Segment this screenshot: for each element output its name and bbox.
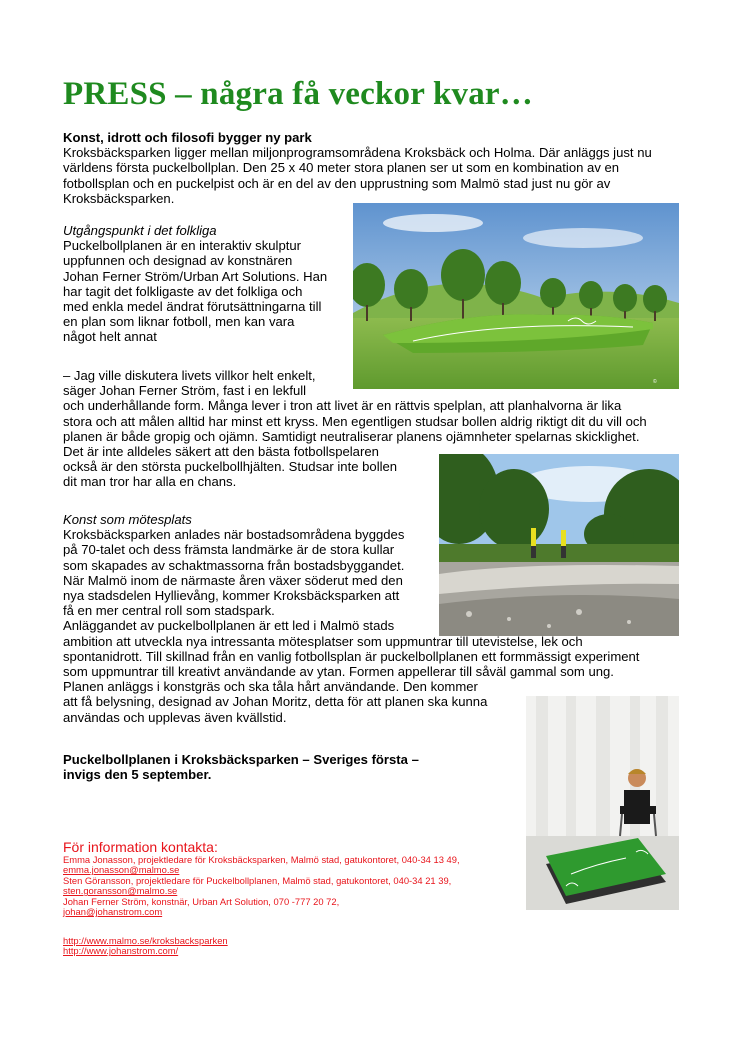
section2-line: Anläggandet av puckelbollplanen är ett led i Malmö stads xyxy=(63,618,395,634)
intro-line: fotbollsplan och en puckelpist och är en del av den upprustning som Malmö stad just nu gör av xyxy=(63,175,611,191)
contact-section xyxy=(63,840,460,917)
contact-line: Sten Göransson, projektledare för Puckelbollplanen, Malmö stad, gatukontoret, 040-34 21 39, xyxy=(63,874,452,886)
artist-model-image xyxy=(526,696,679,910)
page-title: PRESS – några få veckor kvar… xyxy=(63,76,533,112)
intro-line: världens första puckelbollplan. Den 25 x 40 meter stora planen ser ut som en kombination av en xyxy=(63,160,620,176)
intro-section xyxy=(63,130,652,206)
quote-line: och underhållande form. Många lever i tron att livet är en rättvis spelplan, att planhalvorna är lika xyxy=(63,398,622,414)
section2-line: få en mer central roll som stadspark. xyxy=(63,603,275,619)
section2-subheading: Konst som mötesplats xyxy=(63,512,192,527)
section2-line: som skapades av schaktmassorna från bostadsbyggandet. xyxy=(63,557,405,573)
section2-line: Kroksbäcksparken anlades när bostadsområdena byggdes xyxy=(63,527,405,543)
contact-line: Johan Ferner Ström, konstnär, Urban Art Solution, 070 -777 20 72, xyxy=(63,895,340,907)
intro-line: Kroksbäcksparken ligger mellan miljonprogramsområdena Kroksbäck och Holma. Där anläggs just nu xyxy=(63,145,652,161)
links-section xyxy=(63,936,228,957)
quote-line: stora och att målen alltid har minst ett kryss. Men egentligen studsar bollen aldrig riktigt dit du vill och xyxy=(63,413,647,429)
svg-text:©: © xyxy=(653,379,657,385)
announcement-line: Puckelbollplanen i Kroksbäcksparken – Sveriges första – xyxy=(63,752,419,767)
quote-line: säger Johan Ferner Ström, fast i en lekfull xyxy=(63,383,307,399)
section2-line: på 70-talet och dess främsta landmärke är de stora kullar xyxy=(63,542,395,558)
quote-line: planen är både gropig och ojämn. Samtidigt neutraliserar planens ojämnheter spelarnas skicklighet. xyxy=(63,428,640,444)
section1-line: en plan som liknar fotboll, men kan vara xyxy=(63,314,295,330)
section1-subheading: Utgångspunkt i det folkliga xyxy=(63,223,217,238)
section2-line: att få belysning, designad av Johan Moritz, detta för att planen ska kunna xyxy=(63,694,488,710)
section2-line: ambition att utveckla nya intressanta mötesplatser som uppmuntrar till utevistelse, lek och xyxy=(63,633,583,649)
quote-line: också är den största puckelbollhjälten. Studsar inte bollen xyxy=(63,459,398,475)
contact-line: Emma Jonasson, projektledare för Kroksbäcksparken, Malmö stad, gatukontoret, 040-34 13 49, xyxy=(63,854,460,865)
section-meeting-place xyxy=(63,512,639,725)
website-link[interactable]: http://www.johanstrom.com/ xyxy=(63,945,179,957)
section1-line: med enkla medel ändrat förutsättningarna till xyxy=(63,299,322,315)
section2-line: användas och upplevas även kvällstid. xyxy=(63,709,287,725)
section2-line: nya stadsdelen Hyllievång, kommer Kroksbäcksparken att xyxy=(63,588,400,604)
quote-line: Det är inte alldeles säkert att den bästa fotbollspelaren xyxy=(63,444,379,460)
quote-line: – Jag ville diskutera livets villkor helt enkelt, xyxy=(63,368,316,383)
section1-line: något helt annat xyxy=(63,329,157,345)
announcement-line: invigs den 5 september. xyxy=(63,767,212,783)
quote-line: dit man tror har alla en chans. xyxy=(63,474,237,490)
section1-line: Puckelbollplanen är en interaktiv skulptur xyxy=(63,238,302,254)
announcement xyxy=(63,752,419,782)
section2-line: Planen anläggs i konstgräs och ska tåla hårt användande. Den kommer xyxy=(63,679,478,695)
contact-email-link[interactable]: johan@johanstrom.com xyxy=(63,906,163,918)
section1-line: Johan Ferner Ström/Urban Art Solutions. Han xyxy=(63,268,328,284)
contact-email-link[interactable]: emma.jonasson@malmo.se xyxy=(63,864,180,876)
intro-line: Kroksbäcksparken. xyxy=(63,190,175,206)
contact-heading: För information kontakta: xyxy=(63,839,218,855)
website-link[interactable]: http://www.malmo.se/kroksbacksparken xyxy=(63,935,228,946)
section2-line: När Malmö inom de närmaste åren växer söderut med den xyxy=(63,572,403,588)
contact-email-link[interactable]: sten.goransson@malmo.se xyxy=(63,885,178,897)
section1-line: uppfunnen och designad av konstnären xyxy=(63,253,293,269)
field-rendering-image xyxy=(353,203,679,389)
section2-line: spontanidrott. Till skillnad från en vanlig fotbollsplan är puckelbollplanen ett formmässigt experiment xyxy=(63,648,640,664)
intro-heading: Konst, idrott och filosofi bygger ny park xyxy=(63,130,312,145)
section1-line: har tagit det folkligaste av det folkliga och xyxy=(63,283,303,299)
section-origin xyxy=(63,223,327,345)
section2-line: som uppmuntrar till kreativt användande av ytan. Formen appellerar till såväl gammal som ung. xyxy=(63,664,614,680)
